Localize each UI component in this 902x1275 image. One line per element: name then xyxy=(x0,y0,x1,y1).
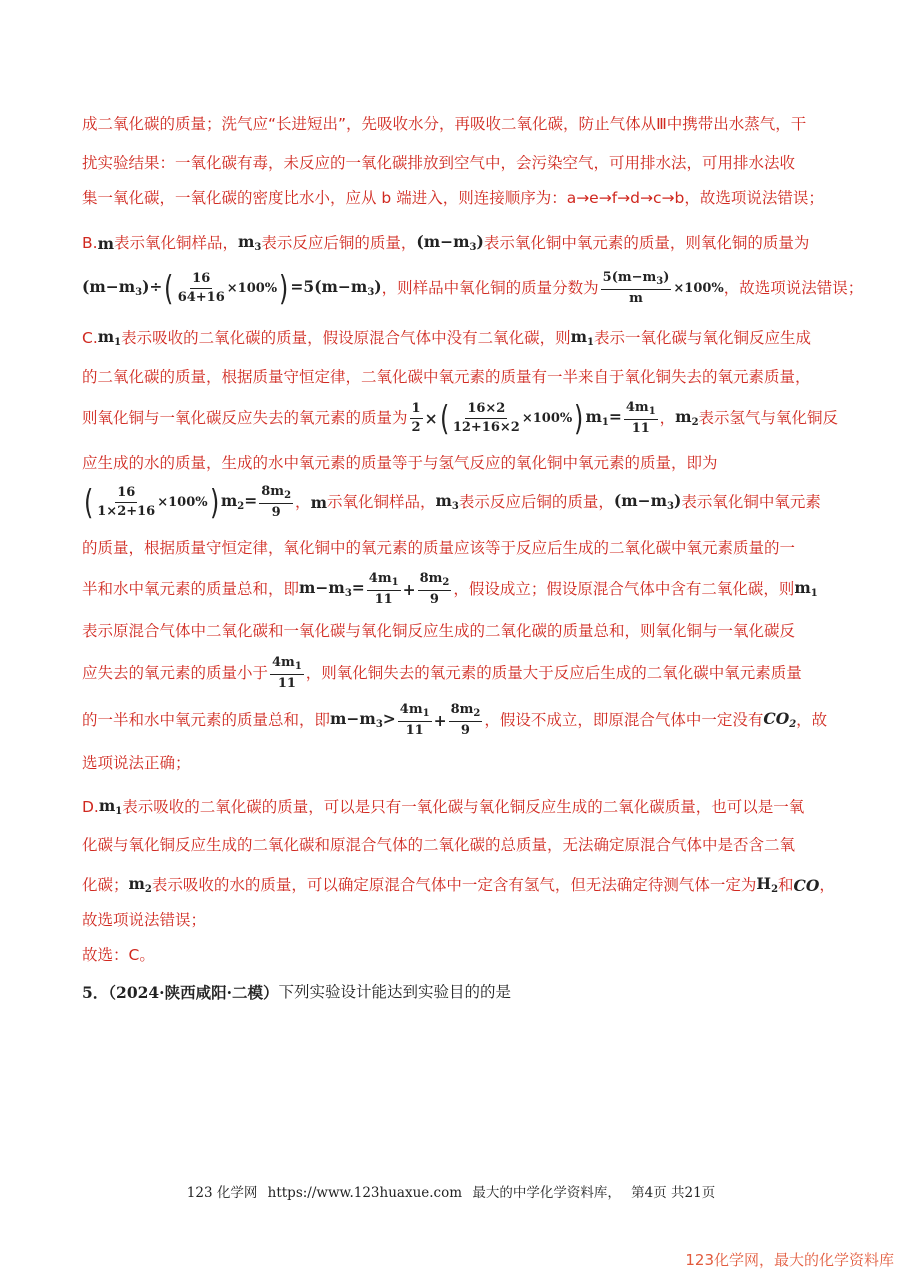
formula-line: 应失去的氧元素的质量小于 $\frac{4m_1}{11}$ ，则氧化铜失去的氧元素的质量大于反应后生成的二氧化碳中氧元素质量 xyxy=(82,655,802,691)
answer-line: 故选：C。 xyxy=(82,946,155,964)
formula-line: ( $\frac{16}{1\times 2+16}$ ×100% ) $m_2=$ $\frac{8m_2}{9}$ ， m 示氧化铜样品， $m_3$ 表示反应后铜的质量， $(m-m_3)$ 表示氧化铜中氧元素 xyxy=(83,482,821,523)
footer-url[interactable]: https://www.123huaxue.com xyxy=(267,1185,463,1201)
text-line: 成二氧化碳的质量；洗气应“长进短出”，先吸收水分，再吸收二氧化碳，防止气体从Ⅲ中携带出水蒸气，干 xyxy=(82,115,807,133)
text-line: 的质量，根据质量守恒定律，氧化铜中的氧元素的质量应该等于反应后生成的二氧化碳中氧元素质量的一 xyxy=(82,539,796,557)
watermark: 123化学网，最大的化学资料库 xyxy=(685,1251,894,1269)
text-line: 化碳； $m_2$ 表示吸收的水的质量，可以确定原混合气体中一定含有氢气，但无法确定待测气体一定为 $H_2$ 和 CO ， xyxy=(82,874,835,895)
text-line: 集一氧化碳，一氧化碳的密度比水小，应从 b 端进入，则连接顺序为：a→e→f→d→c→b，故选项说法错误； xyxy=(82,189,824,207)
question-5: 5．（2024·陕西咸阳·二模） 下列实验设计能达到实验目的的是 xyxy=(82,983,511,1002)
option-b-line: B. m 表示氧化铜样品， $m_3$ 表示反应后铜的质量， $(m-m_3)$ 表示氧化铜中氧元素的质量，则氧化铜的质量为 xyxy=(82,232,810,253)
formula-line: 的一半和水中氧元素的质量总和，即 $m-m_3>$ $\frac{4m_1}{11}$ + $\frac{8m_2}{9}$ ，假设不成立，即原混合气体中一定没有 $CO_2$ ，故 xyxy=(82,702,828,738)
text-line: 化碳与氧化铜反应生成的二氧化碳和原混合气体的二氧化碳的总质量，无法确定原混合气体中是否含二氧 xyxy=(82,836,796,854)
page-footer: 123 化学网 https://www.123huaxue.com 最大的中学化学资料库， 第4页 共21页 xyxy=(186,1185,716,1201)
formula-line: 则氧化铜与一氧化碳反应失去的氧元素的质量为 $\frac{1}{2}$ × ( $\frac{16\times 2}{12+16\times 2}$ ×100% ) $m_1=$ $\frac{4m_1}{11}$ ， $m_2$ 表示氢气与氧化铜反 xyxy=(82,398,839,439)
text-line: 的二氧化碳的质量，根据质量守恒定律，二氧化碳中氧元素的质量有一半来自于氧化铜失去的氧元素质量， xyxy=(82,368,811,386)
page-number: 第4页 共21页 xyxy=(631,1185,716,1201)
text-line: 故选项说法错误； xyxy=(82,911,207,929)
formula-line: 半和水中氧元素的质量总和，即 $m-m_3=$ $\frac{4m_1}{11}$ + $\frac{8m_2}{9}$ ，假设成立；假设原混合气体中含有二氧化碳，则 $m_1$ xyxy=(82,571,818,607)
text-line: 扰实验结果：一氧化碳有毒，未反应的一氧化碳排放到空气中，会污染空气，可用排水法，可用排水法收 xyxy=(82,154,796,172)
text-line: 选项说法正确； xyxy=(82,754,191,772)
text-line: 表示原混合气体中二氧化碳和一氧化碳与氧化铜反应生成的二氧化碳的质量总和，则氧化铜与一氧化碳反 xyxy=(82,622,796,640)
formula-line: $(m-m_3)\div$ ( $\frac{16}{64+16}$ ×100% ) $=5(m-m_3)$ ，则样品中氧化铜的质量分数为 $\frac{5(m-m_3)}{m}$ ×100% ，故选项说法错误； xyxy=(82,268,864,309)
text-line: 应生成的水的质量，生成的水中氧元素的质量等于与氢气反应的氧化铜中氧元素的质量，即为 xyxy=(82,454,718,472)
option-d-line: D. $m_1$ 表示吸收的二氧化碳的质量，可以是只有一氧化碳与氧化铜反应生成的二氧化碳质量，也可以是一氧 xyxy=(82,796,805,817)
option-c-line: C. $m_1$ 表示吸收的二氧化碳的质量，假设原混合气体中没有二氧化碳，则 $m_1$ 表示一氧化碳与氧化铜反应生成 xyxy=(82,327,812,348)
